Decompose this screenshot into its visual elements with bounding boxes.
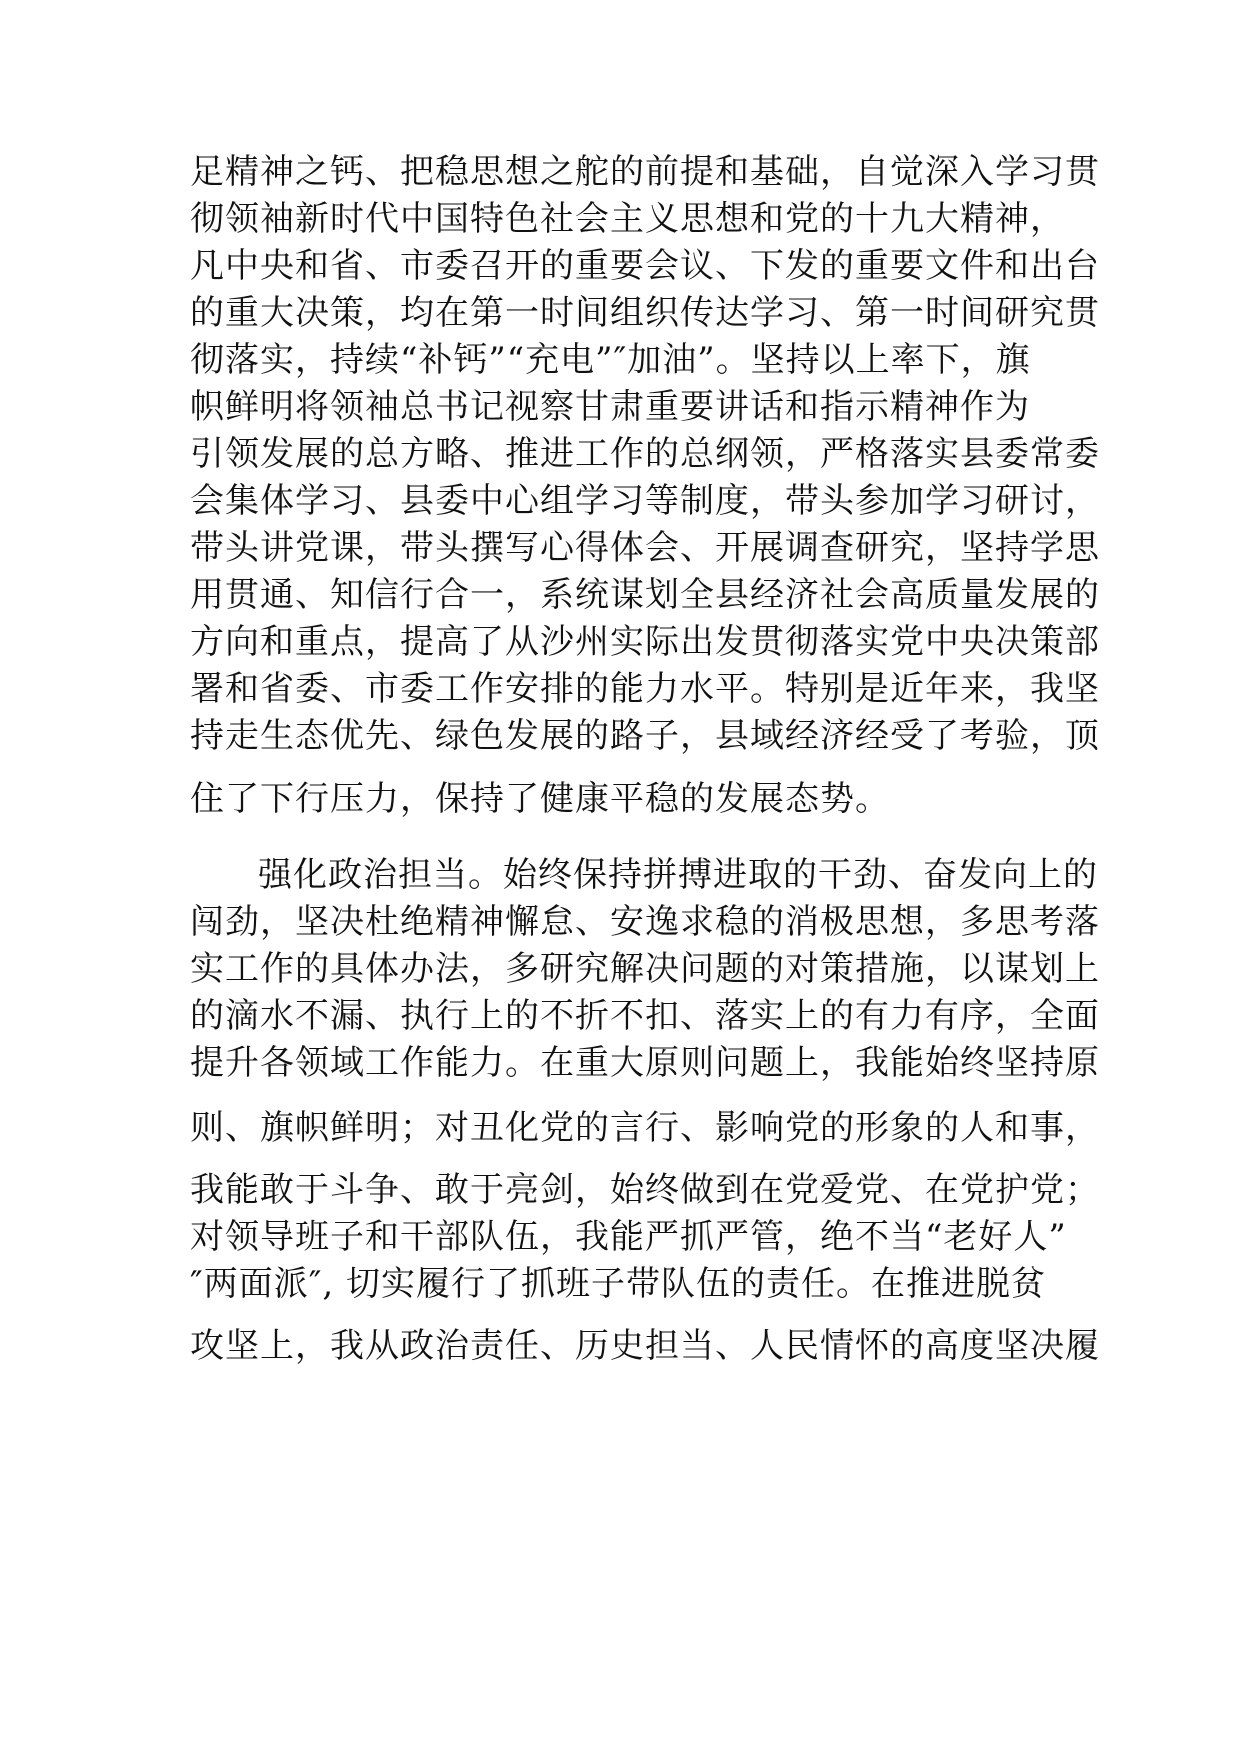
paragraph-2-first-line: 强化政治担当。始终保持拼搏进取的干劲、奋发向上的 — [258, 855, 1098, 895]
paragraph-2-line: 对领导班子和干部队伍，我能严抓严管，绝不当“老好人” — [190, 1217, 1067, 1257]
paragraph-2-line: 提升各领域工作能力。在重大原则问题上，我能始终坚持原 — [190, 1043, 1100, 1083]
paragraph-1-line: 住了下行压力，保持了健康平稳的发展态势。 — [190, 779, 890, 819]
paragraph-2-line: 攻坚上，我从政治责任、历史担当、人民情怀的高度坚决履 — [190, 1326, 1100, 1366]
paragraph-1-line: 引领发展的总方略、推进工作的总纲领，严格落实县委常委 — [190, 434, 1100, 474]
paragraph-2-line: 则、旗帜鲜明；对丑化党的言行、影响党的形象的人和事， — [190, 1108, 1100, 1148]
paragraph-1-line: 彻领袖新时代中国特色社会主义思想和党的十九大精神， — [190, 199, 1065, 239]
paragraph-1-line: 会集体学习、县委中心组学习等制度，带头参加学习研讨， — [190, 481, 1100, 521]
paragraph-1-line: 彻落实，持续“补钙”“充电”″加油”。坚持以上率下，旗 — [190, 340, 1031, 380]
paragraph-1-line: 帜鲜明将领袖总书记视察甘肃重要讲话和指示精神作为 — [190, 387, 1030, 427]
paragraph-1-line: 用贯通、知信行合一，系统谋划全县经济社会高质量发展的 — [190, 575, 1100, 615]
paragraph-2-line: 实工作的具体办法，多研究解决问题的对策措施，以谋划上 — [190, 949, 1100, 989]
paragraph-1-line: 署和省委、市委工作安排的能力水平。特别是近年来，我坚 — [190, 669, 1100, 709]
paragraph-1-line: 的重大决策，均在第一时间组织传达学习、第一时间研究贯 — [190, 293, 1100, 333]
paragraph-2-line: 闯劲，坚决杜绝精神懈怠、安逸求稳的消极思想，多思考落 — [190, 902, 1100, 942]
paragraph-1-line: 足精神之钙、把稳思想之舵的前提和基础，自觉深入学习贯 — [190, 152, 1100, 192]
paragraph-2-line: 我能敢于斗争、敢于亮剑，始终做到在党爱党、在党护党； — [190, 1170, 1100, 1210]
paragraph-1-line: 带头讲党课，带头撰写心得体会、开展调查研究，坚持学思 — [190, 528, 1100, 568]
paragraph-2-line: ″两面派″, 切实履行了抓班子带队伍的责任。在推进脱贫 — [190, 1264, 1047, 1304]
paragraph-2-line: 的滴水不漏、执行上的不折不扣、落实上的有力有序，全面 — [190, 996, 1100, 1036]
paragraph-1-line: 持走生态优先、绿色发展的路子，县域经济经受了考验，顶 — [190, 716, 1100, 756]
paragraph-1-line: 凡中央和省、市委召开的重要会议、下发的重要文件和出台 — [190, 246, 1100, 286]
paragraph-1-line: 方向和重点，提高了从沙州实际出发贯彻落实党中央决策部 — [190, 622, 1100, 662]
